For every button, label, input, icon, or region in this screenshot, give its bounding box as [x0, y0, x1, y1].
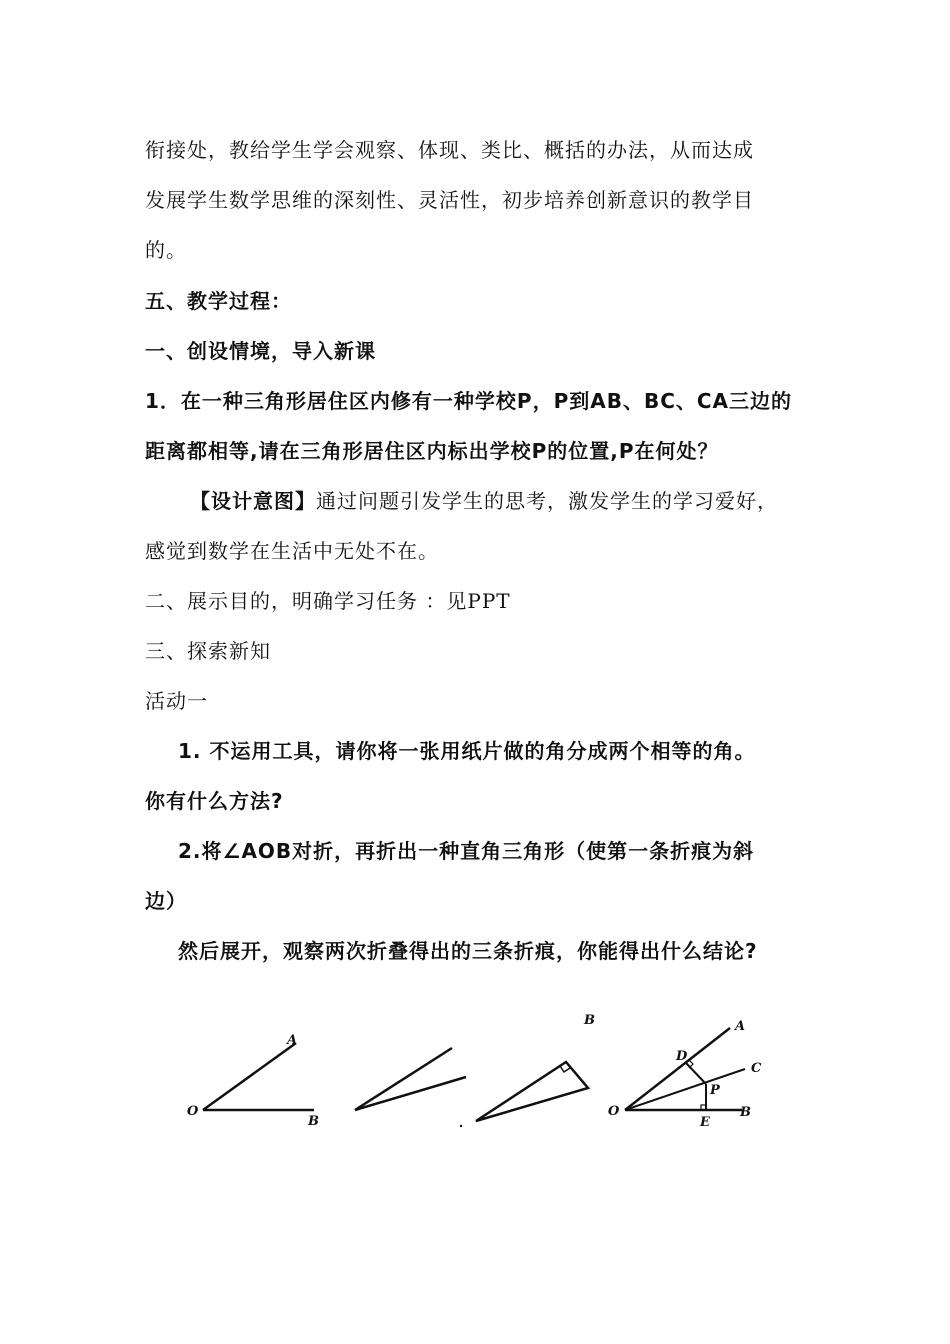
- figure-right-triangle: [460, 1013, 595, 1127]
- label-top: B: [584, 1013, 595, 1028]
- label-o-4: O: [608, 1104, 620, 1119]
- paragraph-line: 衔接处，教给学生学会观察、体现、类比、概括的办法，从而达成: [145, 138, 754, 162]
- perpendicular-pd: [686, 1063, 706, 1084]
- paragraph-line: 发展学生数学思维的深刻性、灵活性，初步培养创新意识的教学目: [145, 188, 754, 212]
- label-b: B: [308, 1114, 319, 1129]
- label-p: P: [710, 1083, 720, 1098]
- label-d: D: [676, 1049, 688, 1064]
- design-intent-text: 通过问题引发学生的思考，激发学生的学习爱好，: [316, 489, 778, 513]
- fold-ray-upper: [355, 1048, 452, 1110]
- dot-mark: [460, 1125, 462, 1127]
- label-a-4: A: [735, 1019, 746, 1034]
- figure-construction: [608, 1019, 762, 1130]
- task-line: 1. 不运用工具，请你将一张用纸片做的角分成两个相等的角。: [178, 739, 756, 763]
- part-heading: 三、探索新知: [145, 639, 271, 663]
- question-line: 距离都相等,请在三角形居住区内标出学校P的位置,P在何处？: [145, 439, 719, 463]
- part-heading: 二、展示目的，明确学习任务 ：见PPT: [145, 589, 511, 613]
- section-heading: 五、教学过程：: [145, 289, 292, 313]
- task-line: 你有什么方法?: [145, 789, 284, 813]
- right-angle-mark: [560, 1066, 570, 1072]
- right-angle-d: [689, 1060, 693, 1068]
- paragraph-line: 的。: [145, 238, 187, 262]
- label-b-4: B: [740, 1105, 751, 1120]
- triangle-outline: [476, 1062, 588, 1121]
- figure-angle-aob: [187, 1033, 319, 1129]
- question-line: 1．在一种三角形居住区内修有一种学校P，P到AB、BC、CA三边的: [145, 389, 793, 413]
- activity-heading: 活动一: [145, 689, 208, 713]
- design-intent-label: 【设计意图】: [190, 489, 316, 513]
- task-line: 然后展开，观察两次折叠得出的三条折痕，你能得出什么结论?: [178, 939, 758, 963]
- label-o: O: [187, 1104, 199, 1119]
- task-line: 2.将∠AOB对折，再折出一种直角三角形（使第一条折痕为斜: [178, 839, 755, 863]
- label-c: C: [751, 1061, 762, 1076]
- ray-oa: [203, 1043, 296, 1110]
- label-e: E: [700, 1115, 710, 1130]
- bisector-oc: [625, 1069, 745, 1110]
- paragraph-line: 感觉到数学在生活中无处不在。: [145, 539, 439, 563]
- task-line: 边）: [145, 889, 187, 913]
- figure-folded-angle: [355, 1048, 466, 1110]
- part-heading: 一、创设情境，导入新课: [145, 339, 376, 363]
- fold-ray-lower: [355, 1077, 466, 1110]
- label-a: A: [287, 1033, 298, 1048]
